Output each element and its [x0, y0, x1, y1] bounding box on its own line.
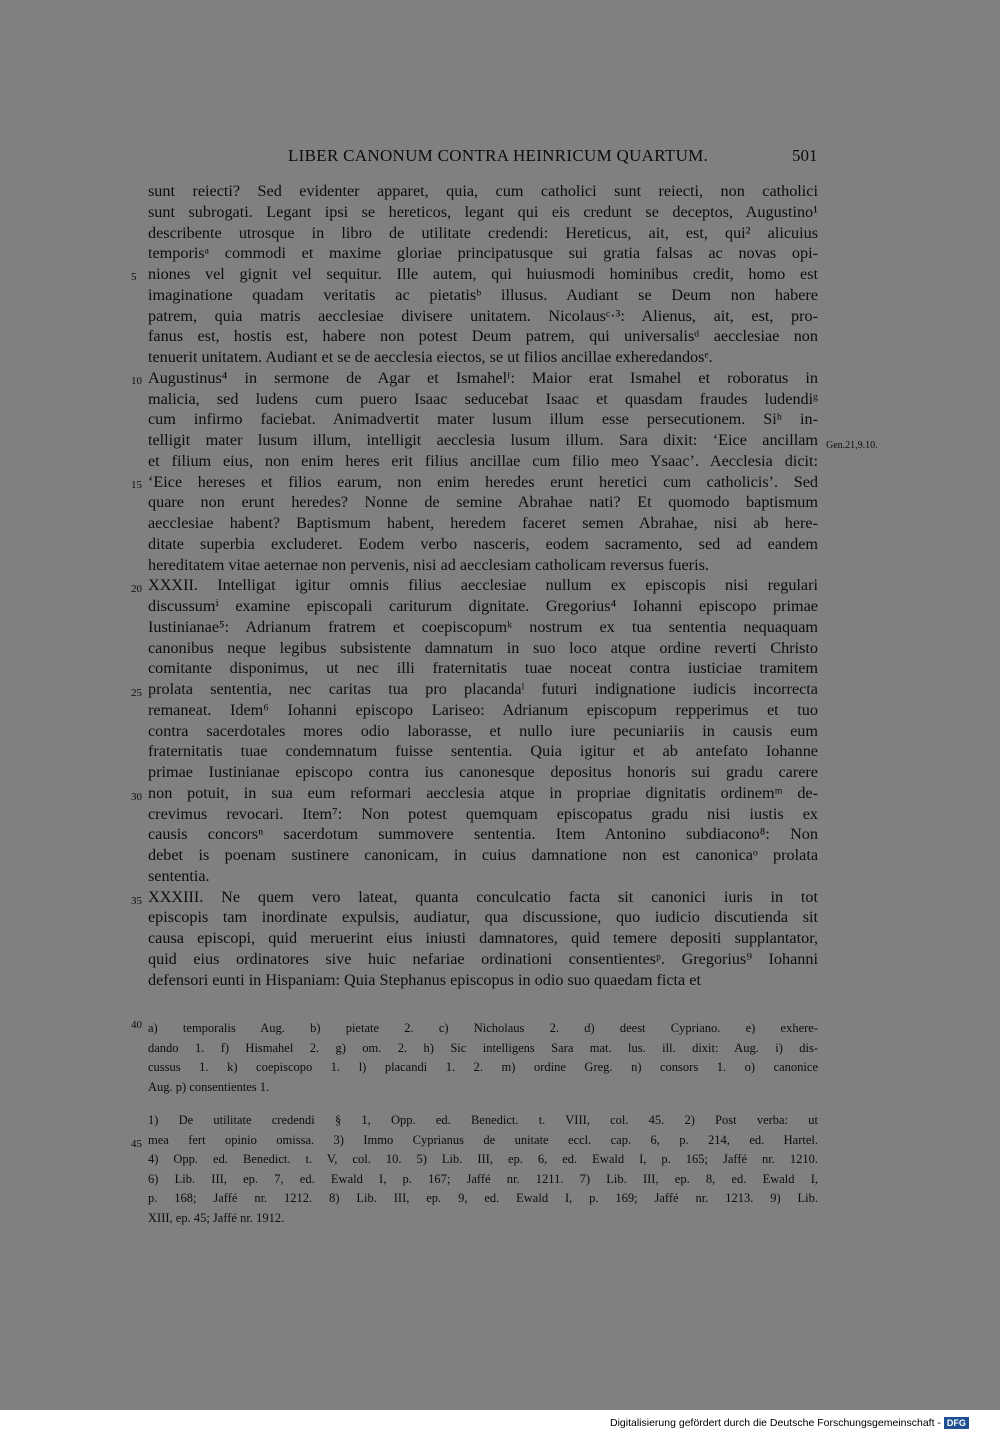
main-text	[148, 181, 818, 990]
text-line: episcopis tam inordinate expulsis, audiatur, qua discussione, quo iudicio discutienda sit	[148, 908, 818, 927]
text-line: crevimus revocari. Item⁷: Non potest quemquam episcopatus gradu nisi iustis ex	[148, 804, 818, 823]
text-line: temporisᵃ commodi et maxime gloriae principatusque sui gratia falsas ac novas opi-	[148, 244, 818, 263]
text-line: telligit mater lusum illum, intelligit aecclesia lusum illum. Sara dixit: ‘Eice ancillam	[148, 431, 818, 449]
text-line: quare non erunt heredes? Nonne de semine Abrahae nati? Et quomodo baptismum	[148, 493, 818, 512]
line-number: 40	[131, 1019, 142, 1031]
funding-footer	[610, 1417, 969, 1429]
text-line: aecclesiae habent? Baptismum habent, heredem faceret semen Abrahae, nisi ab here-	[148, 514, 818, 532]
text-line: canonibus neque legibus subsistente damnatum in suo loco atque ordine reverti Christo	[148, 638, 818, 657]
text-line: non potuit, in sua eum reformari aecclesia atque in propriae dignitatis ordinemᵐ de-	[148, 783, 818, 802]
text-line: malicia, sed ludens cum puero Isaac seducebat Isaac et quasdam fraudes ludendiᵍ	[148, 389, 818, 408]
line-number: 20	[131, 583, 142, 595]
text-line: patrem, quia matris aecclesiae divisere unitatem. Nicolausᶜ·³: Alienus, ait, est, pro-	[148, 306, 818, 325]
line-number: 15	[131, 479, 142, 491]
text-line: sunt subrogati. Legant ipsi se hereticos, legant qui eis credunt se deceptos, Augustino¹	[148, 202, 818, 221]
text-line: imaginatione quadam veritatis ac pietatisᵇ illusus. Audiant se Deum non habere	[148, 285, 818, 304]
source-note-line: 1) De utilitate credendi § 1, Opp. ed. Benedict. t. VIII, col. 45. 2) Post verba: ut	[148, 1113, 818, 1127]
text-line: quid eius ordinatores sive huic nefariae ordinationi consentientesᵖ. Gregorius⁹ Iohanni	[148, 949, 818, 968]
source-note-line: XIII, ep. 45; Jaffé nr. 1912.	[148, 1210, 285, 1225]
text-line: sententia.	[148, 866, 210, 885]
text-line: fraternitatis tuae condemnatum fuisse sententia. Quia igitur et ab antefato Iohanne	[148, 742, 818, 761]
text-line: Iustinianae⁵: Adrianum fratrem et coepiscopumᵏ nostrum ex tua sententia nequaquam	[148, 617, 818, 636]
text-line: XXXII. Intelligat igitur omnis filius aecclesiae nullum ex episcopis nisi regulari	[148, 576, 818, 595]
page-number: 501	[792, 146, 818, 165]
text-line: debet is poenam sustinere canonicam, in cuius damnatione non est canonicaᵒ prolata	[148, 846, 818, 864]
source-notes	[148, 1111, 818, 1228]
text-line: ‘Eice hereses et filios earum, non enim heredes erunt heretici cum catholicis’. Sed	[148, 472, 818, 491]
variant-note-line: a) temporalis Aug. b) pietate 2. c) Nicholaus 2. d) deest Cypriano. e) exhere-	[148, 1021, 818, 1035]
text-line: primae Iustinianae episcopo contra ius canonesque depositus honoris sui gradu carere	[148, 763, 818, 781]
variant-note-line: cussus 1. k) coepiscopo 1. l) placandi 1. 2. m) ordine Greg. n) consors 1. o) canonice	[148, 1060, 818, 1074]
variant-note-line: dando 1. f) Hismahel 2. g) om. 2. h) Sic intelligens Sara mat. lus. ill. dixit: Aug. i) dis-	[148, 1040, 818, 1055]
source-note-line: 6) Lib. III, ep. 7, ed. Ewald I, p. 167; Jaffé nr. 1211. 7) Lib. III, ep. 8, ed. Ewald I,	[148, 1171, 818, 1186]
line-number: 25	[131, 687, 142, 699]
text-line: hereditatem vitae aeternae non pervenis, nisi ad aecclesiam catholicam reversus fueris.	[148, 555, 709, 574]
variant-notes	[148, 1019, 818, 1097]
text-line: cum infirmo faciebat. Animadvertit mater lusum illum esse persecutionem. Siʰ in-	[148, 410, 818, 429]
footer-text: Digitalisierung gefördert durch die Deutsche Forschungsgemeinschaft -	[610, 1417, 941, 1429]
text-line: causis concorsⁿ sacerdotum summovere sententia. Item Antonino subdiacono⁸: Non	[148, 825, 818, 844]
text-line: sunt reiecti? Sed evidenter apparet, quia, cum catholici sunt reiecti, non catholici	[148, 182, 818, 200]
variant-note-line: Aug. p) consentientes 1.	[148, 1079, 270, 1094]
text-line: causa episcopi, quid meruerint eius iniusti damnatores, quid temere depositi supplantator,	[148, 929, 818, 947]
dfg-logo[interactable]: DFG	[944, 1417, 969, 1429]
text-line: defensori eunti in Hispaniam: Quia Stephanus episcopus in odio suo quaedam ficta et	[148, 970, 701, 989]
text-line: fanus est, hostis est, habere non potest Deum patrem, qui universalisᵈ aecclesiae non	[148, 327, 818, 346]
running-title: LIBER CANONUM CONTRA HEINRICUM QUARTUM.	[288, 146, 709, 165]
text-line: comitante disponimus, ut nec illi fraternitatis tuae noceat contra iusticiae tramitem	[148, 659, 818, 678]
text-line: prolata sententia, nec caritas tua pro placandaˡ futuri indignatione iudicis incorrecta	[148, 680, 818, 698]
text-line: niones vel gignit vel sequitur. Ille autem, qui huiusmodi hominibus credit, homo est	[148, 265, 818, 283]
line-number: 35	[131, 895, 142, 907]
source-note-line: mea fert opinio omissa. 3) Immo Cyprianus de unitate eccl. cap. 6, p. 214, ed. Hartel.	[148, 1132, 818, 1147]
text-line: et filium eius, non enim heres erit filius ancillae cum filio meo Ysaac’. Aecclesia dicit:	[148, 451, 818, 470]
text-line: Augustinus⁴ in sermone de Agar et Ismahelᶠ: Maior erat Ismahel et roboratus in	[148, 368, 818, 387]
line-number: 45	[131, 1138, 142, 1150]
text-line: contra sacerdotales mores odio laborasse, et nullo iure pecuniariis in causis eum	[148, 721, 818, 740]
source-note-line: 4) Opp. ed. Benedict. t. V, col. 10. 5) Lib. III, ep. 6, ed. Ewald I, p. 165; Jaffé nr. 1210.	[148, 1152, 818, 1166]
source-note-line: p. 168; Jaffé nr. 1212. 8) Lib. III, ep. 9, ed. Ewald I, p. 169; Jaffé nr. 1213. 9) Lib.	[148, 1191, 818, 1205]
margin-reference: Gen.21,9.10.	[826, 440, 878, 451]
text-line: XXXIII. Ne quem vero lateat, quanta conculcatio facta sit canonici iuris in tot	[148, 887, 818, 906]
line-number: 5	[131, 271, 137, 283]
text-line: remaneat. Idem⁶ Iohanni episcopo Lariseo: Adrianum episcopum repperimus et tuo	[148, 700, 818, 719]
text-line: discussumⁱ examine episcopali cariturum dignitate. Gregorius⁴ Iohanni episcopo primae	[148, 597, 818, 615]
text-line: describente utrosque in libro de utilitate credendi: Hereticus, ait, est, qui² alicuius	[148, 223, 818, 242]
text-line: ditate superbia excluderet. Eodem verbo nasceris, eodem sacramento, sed ad eandem	[148, 534, 818, 553]
text-line: tenuerit unitatem. Audiant et se de aecclesia eiectos, se ut filios ancillae exheredandosᵉ.	[148, 348, 713, 366]
line-number: 10	[131, 375, 142, 387]
line-number: 30	[131, 791, 142, 803]
